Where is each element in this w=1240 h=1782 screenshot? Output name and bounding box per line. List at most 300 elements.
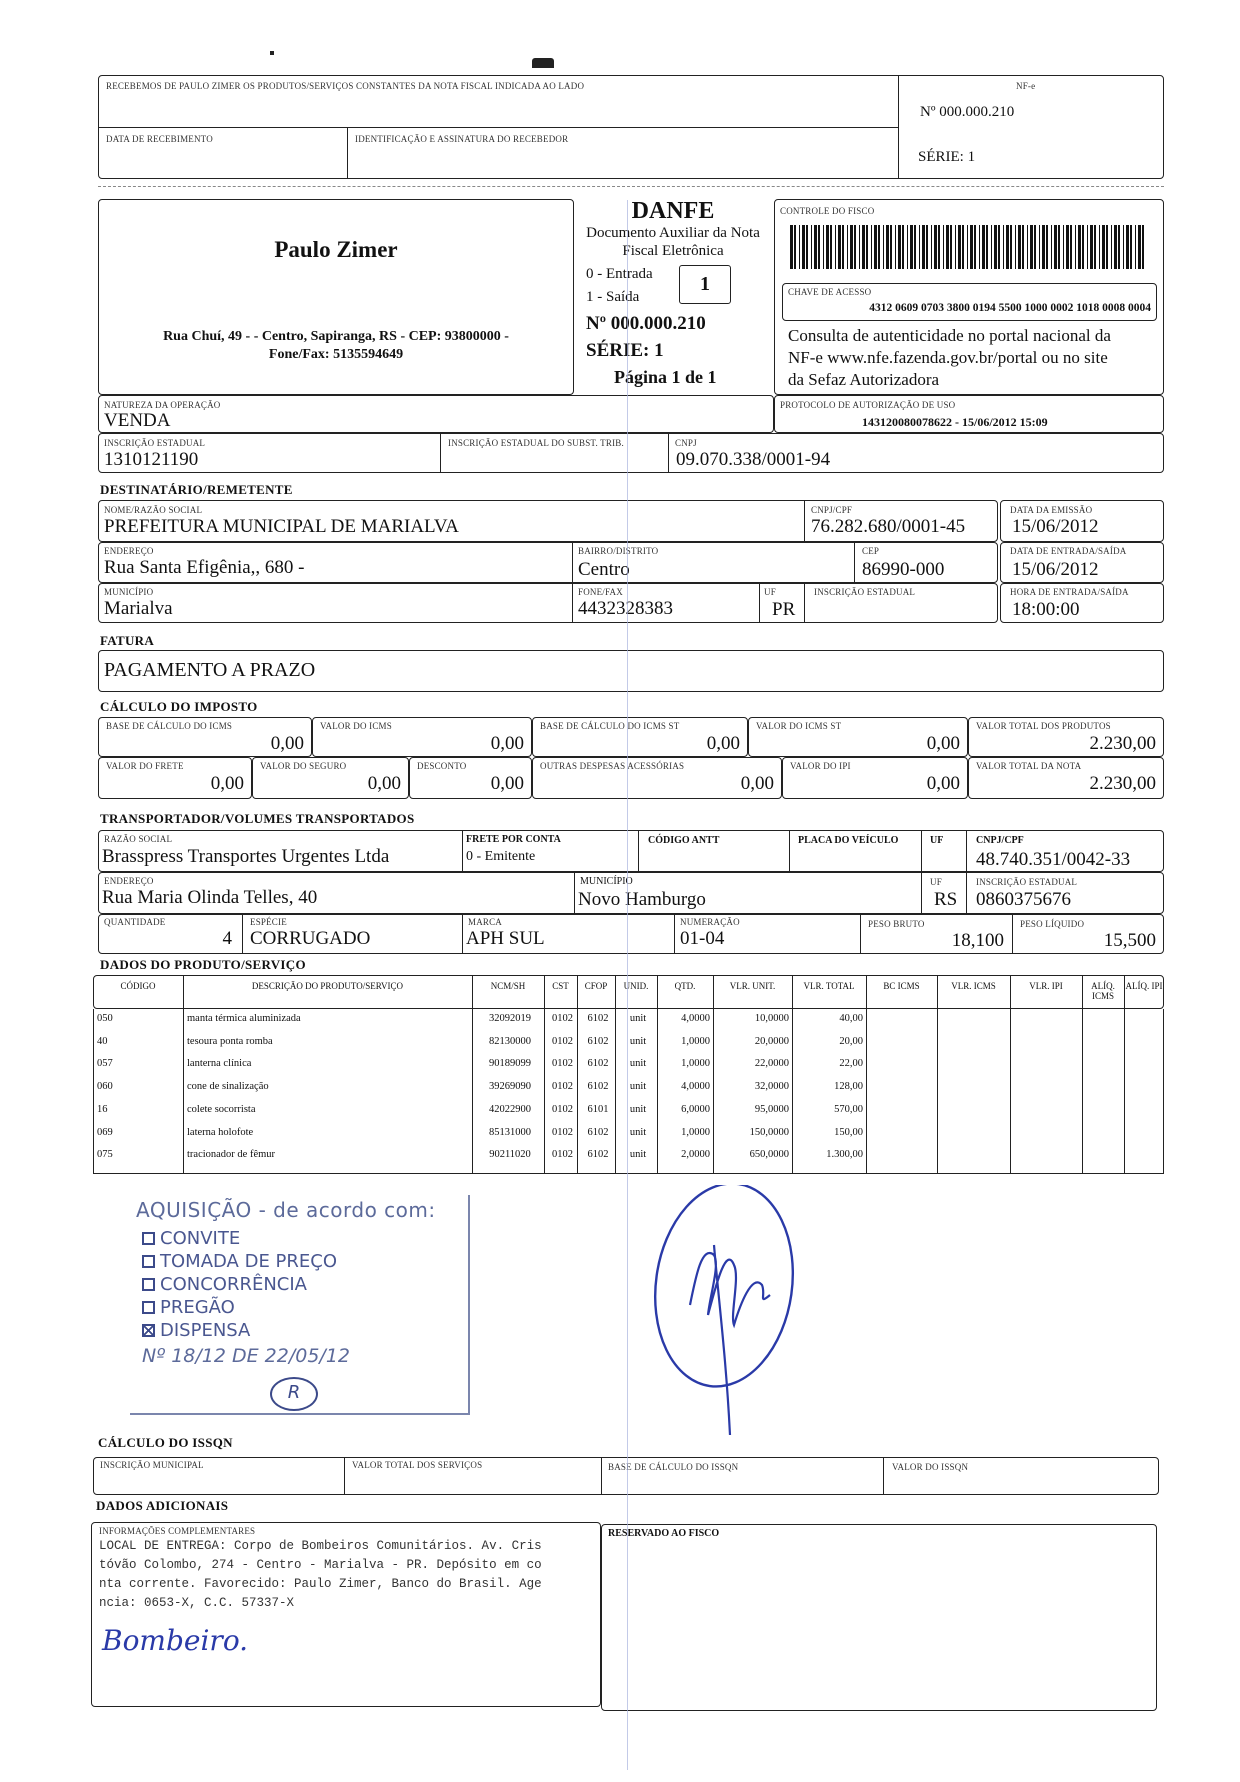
barcode-bar bbox=[826, 225, 829, 269]
barcode-bar bbox=[967, 225, 968, 269]
products-cell: 40,00 bbox=[839, 1013, 863, 1024]
barcode-bar bbox=[994, 225, 997, 269]
access-key-label: CHAVE DE ACESSO bbox=[788, 287, 872, 297]
products-cell: 32,0000 bbox=[754, 1081, 789, 1093]
recipient-name-value: PREFEITURA MUNICIPAL DE MARIALVA bbox=[104, 516, 459, 537]
products-cell: 6102 bbox=[587, 1149, 609, 1161]
barcode-bar bbox=[1070, 225, 1072, 269]
tax-label: VALOR DO ICMS bbox=[320, 721, 392, 731]
products-header-cell: CFOP bbox=[584, 981, 608, 991]
barcode-bar bbox=[958, 225, 961, 269]
products-cell: 4,0000 bbox=[681, 1013, 710, 1024]
barcode-bar bbox=[922, 225, 925, 269]
stamp-option-label: CONVITE bbox=[160, 1228, 241, 1249]
emission-label: DATA DA EMISSÃO bbox=[1010, 505, 1093, 515]
products-cell: 6102 bbox=[587, 1013, 609, 1024]
barcode-bar bbox=[1142, 225, 1144, 269]
invoice-section-title: FATURA bbox=[100, 633, 155, 648]
products-cell: 0102 bbox=[552, 1103, 573, 1115]
ie-st-label: INSCRIÇÃO ESTADUAL DO SUBST. TRIB. bbox=[448, 438, 624, 448]
barcode-bar bbox=[811, 225, 812, 269]
transport-ie-label: INSCRIÇÃO ESTADUAL bbox=[976, 877, 1078, 887]
products-cell: tesoura ponta romba bbox=[187, 1035, 273, 1047]
tax-value: 0,00 bbox=[926, 733, 960, 754]
barcode-bar bbox=[1090, 225, 1093, 269]
barcode-bar bbox=[982, 225, 985, 269]
issqn-municipal-label: INSCRIÇÃO MUNICIPAL bbox=[100, 1460, 204, 1470]
barcode-bar bbox=[878, 225, 880, 269]
products-cell: unit bbox=[629, 1103, 647, 1115]
tax-label: OUTRAS DESPESAS ACESSÓRIAS bbox=[540, 761, 685, 771]
barcode-bar bbox=[1075, 225, 1076, 269]
reserved-label: RESERVADO AO FISCO bbox=[608, 1528, 720, 1539]
stamp-checkbox bbox=[142, 1278, 155, 1291]
barcode-bar bbox=[1042, 225, 1045, 269]
ie-label: INSCRIÇÃO ESTADUAL bbox=[104, 438, 206, 448]
products-cell: 0102 bbox=[552, 1013, 573, 1024]
stamp-option-label: TOMADA DE PREÇO bbox=[160, 1251, 338, 1272]
products-cell: 22,0000 bbox=[754, 1058, 789, 1070]
tax-value: 2.230,00 bbox=[1089, 773, 1156, 794]
barcode-bar bbox=[931, 225, 932, 269]
products-col-divider bbox=[577, 975, 578, 1174]
scan-artifact-line bbox=[627, 200, 628, 1770]
products-cell: 90189099 bbox=[489, 1058, 531, 1070]
products-cell: 0102 bbox=[552, 1058, 573, 1070]
products-cell: 20,0000 bbox=[754, 1035, 789, 1047]
receipt-received-text: RECEBEMOS DE PAULO ZIMER OS PRODUTOS/SERVIÇOS CONSTANTES DA NOTA FISCAL INDICADA AO LADO bbox=[106, 81, 585, 91]
barcode-bar bbox=[1003, 225, 1004, 269]
consult-line-1: Consulta de autenticidade no portal nacional da bbox=[788, 326, 1111, 345]
recipient-section-title: DESTINATÁRIO/REMETENTE bbox=[100, 482, 293, 497]
danfe-type-box: 1 bbox=[679, 265, 731, 304]
scan-mark bbox=[532, 58, 554, 68]
products-cell: 32092019 bbox=[489, 1013, 531, 1024]
transport-numbering-value: 01-04 bbox=[680, 928, 725, 949]
stamp-number-line: Nº 18/12 DE 22/05/12 bbox=[142, 1345, 351, 1367]
barcode-bar bbox=[1066, 225, 1069, 269]
products-cell: 1,0000 bbox=[681, 1126, 710, 1138]
tax-value: 0,00 bbox=[740, 773, 774, 794]
tax-value: 0,00 bbox=[706, 733, 740, 754]
transport-ie-value: 0860375676 bbox=[976, 889, 1071, 910]
barcode-bar bbox=[998, 225, 1000, 269]
barcode-bar bbox=[986, 225, 988, 269]
barcode-bar bbox=[790, 225, 793, 269]
nature-label: NATUREZA DA OPERAÇÃO bbox=[104, 400, 221, 410]
issqn-section-title: CÁLCULO DO ISSQN bbox=[98, 1435, 233, 1450]
tax-label: VALOR DO SEGURO bbox=[260, 761, 347, 771]
products-col-divider bbox=[544, 975, 545, 1174]
tax-label: VALOR TOTAL DA NOTA bbox=[976, 761, 1082, 771]
products-cell: 82130000 bbox=[489, 1035, 531, 1047]
products-cell: 6102 bbox=[587, 1081, 609, 1093]
barcode-bar bbox=[1030, 225, 1033, 269]
tax-section-title: CÁLCULO DO IMPOSTO bbox=[100, 699, 258, 714]
products-header-cell: CST bbox=[552, 981, 569, 991]
barcode-bar bbox=[902, 225, 904, 269]
transport-cnpj-value: 48.740.351/0042-33 bbox=[976, 849, 1131, 870]
stamp-checkbox bbox=[142, 1255, 155, 1268]
stamp-option-label: CONCORRÊNCIA bbox=[160, 1274, 307, 1295]
transport-cnpj-label: CNPJ/CPF bbox=[976, 835, 1024, 846]
barcode bbox=[790, 225, 1146, 269]
tax-label: VALOR DO ICMS ST bbox=[756, 721, 842, 731]
products-header-cell: VLR. UNIT. bbox=[729, 981, 776, 991]
barcode-bar bbox=[926, 225, 928, 269]
products-col-divider bbox=[1082, 975, 1083, 1174]
products-cell: 42022900 bbox=[489, 1103, 531, 1115]
products-cell: 2,0000 bbox=[681, 1149, 710, 1161]
transport-city-value: Novo Hamburgo bbox=[578, 889, 706, 910]
barcode-bar bbox=[970, 225, 973, 269]
barcode-bar bbox=[1034, 225, 1036, 269]
fisco-control-label: CONTROLE DO FISCO bbox=[780, 206, 875, 216]
barcode-bar bbox=[1063, 225, 1064, 269]
recipient-cnpj-label: CNPJ/CPF bbox=[811, 505, 853, 515]
recipient-city-value: Marialva bbox=[104, 598, 173, 619]
receipt-series: SÉRIE: 1 bbox=[918, 149, 976, 165]
products-col-divider bbox=[1010, 975, 1011, 1174]
products-header-cell: CÓDIGO bbox=[120, 981, 156, 991]
barcode-bar bbox=[1130, 225, 1132, 269]
transport-uf2-value: RS bbox=[934, 889, 958, 910]
products-cell: unit bbox=[629, 1058, 647, 1070]
transport-address-label: ENDEREÇO bbox=[104, 876, 154, 886]
danfe-page: Página 1 de 1 bbox=[614, 367, 717, 387]
barcode-bar bbox=[979, 225, 980, 269]
transport-species-value: CORRUGADO bbox=[250, 928, 371, 949]
recipient-uf-label: UF bbox=[764, 587, 776, 597]
access-key-value: 4312 0609 0703 3800 0194 5500 1000 0002 1018 0008 0004 bbox=[869, 302, 1151, 314]
products-cell: 060 bbox=[97, 1081, 113, 1093]
barcode-bar bbox=[814, 225, 817, 269]
receipt-signature-label: IDENTIFICAÇÃO E ASSINATURA DO RECEBEDOR bbox=[355, 134, 569, 144]
entry-time-label: HORA DE ENTRADA/SAÍDA bbox=[1010, 587, 1129, 597]
products-cell: 0102 bbox=[552, 1149, 573, 1161]
products-header-cell: ALÍQ. IPI bbox=[1125, 981, 1163, 991]
barcode-bar bbox=[859, 225, 860, 269]
tax-value: 0,00 bbox=[270, 733, 304, 754]
products-cell: 90211020 bbox=[489, 1149, 531, 1161]
products-col-divider bbox=[866, 975, 867, 1174]
stamp-option-label: DISPENSA bbox=[160, 1320, 251, 1341]
products-cell: lanterna clínica bbox=[187, 1058, 252, 1070]
stamp-checkbox bbox=[142, 1232, 155, 1245]
receipt-number: Nº 000.000.210 bbox=[920, 104, 1015, 120]
danfe-subtitle-1: Documento Auxiliar da Nota bbox=[586, 225, 760, 241]
protocol-label: PROTOCOLO DE AUTORIZAÇÃO DE USO bbox=[780, 400, 956, 410]
danfe-title: DANFE bbox=[631, 198, 715, 224]
reserved-box bbox=[601, 1524, 1157, 1711]
additional-section-title: DADOS ADICIONAIS bbox=[96, 1498, 229, 1513]
tax-label: DESCONTO bbox=[417, 761, 467, 771]
products-cell: 075 bbox=[97, 1149, 113, 1161]
barcode-bar bbox=[991, 225, 992, 269]
stamp-checkbox bbox=[142, 1324, 155, 1337]
entry-date-value: 15/06/2012 bbox=[1012, 559, 1099, 580]
stamp-title: AQUISIÇÃO - de acordo com: bbox=[136, 1198, 436, 1222]
barcode-bar bbox=[895, 225, 896, 269]
barcode-bar bbox=[874, 225, 877, 269]
tax-value: 0,00 bbox=[926, 773, 960, 794]
products-cell: 650,0000 bbox=[749, 1149, 789, 1161]
barcode-bar bbox=[898, 225, 901, 269]
danfe-subtitle-2: Fiscal Eletrônica bbox=[622, 243, 724, 259]
products-cell: cone de sinalização bbox=[187, 1081, 269, 1093]
transport-qty-label: QUANTIDADE bbox=[104, 917, 166, 927]
barcode-bar bbox=[890, 225, 892, 269]
transport-uf2-label: UF bbox=[930, 877, 942, 887]
barcode-bar bbox=[806, 225, 808, 269]
products-cell: manta térmica aluminizada bbox=[187, 1013, 301, 1024]
recipient-district-label: BAIRRO/DISTRITO bbox=[578, 546, 659, 556]
recipient-address-label: ENDEREÇO bbox=[104, 546, 154, 556]
barcode-bar bbox=[842, 225, 844, 269]
products-cell: 1,0000 bbox=[681, 1058, 710, 1070]
recipient-district-value: Centro bbox=[578, 559, 630, 580]
tax-value: 2.230,00 bbox=[1089, 733, 1156, 754]
barcode-bar bbox=[1114, 225, 1117, 269]
info-line: ncia: 0653-X, C.C. 57337-X bbox=[99, 1596, 295, 1610]
ie-row bbox=[98, 433, 1164, 473]
issuer-name: Paulo Zimer bbox=[274, 237, 398, 262]
products-col-divider bbox=[792, 975, 793, 1174]
transport-net-value: 15,500 bbox=[1103, 930, 1156, 951]
barcode-bar bbox=[1010, 225, 1012, 269]
products-cell: 0102 bbox=[552, 1126, 573, 1138]
barcode-bar bbox=[950, 225, 952, 269]
transport-name-value: Brasspress Transportes Urgentes Ltda bbox=[102, 846, 390, 867]
transport-address-value: Rua Maria Olinda Telles, 40 bbox=[102, 887, 318, 908]
issuer-box bbox=[98, 199, 574, 395]
transport-freight-value: 0 - Emitente bbox=[466, 849, 536, 864]
products-cell: unit bbox=[629, 1013, 647, 1024]
products-cell: 6101 bbox=[587, 1103, 609, 1115]
products-header-cell: VLR. ICMS bbox=[951, 981, 996, 991]
products-col-divider bbox=[937, 975, 938, 1174]
barcode-bar bbox=[1087, 225, 1088, 269]
products-header-cell: ALÍQ. ICMS bbox=[1091, 981, 1115, 1001]
receipt-nfe-label: NF-e bbox=[1016, 81, 1036, 91]
barcode-bar bbox=[835, 225, 836, 269]
barcode-bar bbox=[818, 225, 820, 269]
info-line: tóvão Colombo, 274 - Centro - Marialva - PR. Depósito em co bbox=[99, 1558, 542, 1572]
consult-line-3: da Sefaz Autorizadora bbox=[788, 370, 940, 389]
barcode-bar bbox=[883, 225, 884, 269]
products-cell: 39269090 bbox=[489, 1081, 531, 1093]
barcode-bar bbox=[847, 225, 848, 269]
recipient-cep-value: 86990-000 bbox=[862, 559, 945, 580]
entry-time-value: 18:00:00 bbox=[1012, 599, 1080, 620]
additional-info-label: INFORMAÇÕES COMPLEMENTARES bbox=[99, 1526, 256, 1536]
info-line: LOCAL DE ENTREGA: Corpo de Bombeiros Comunitários. Av. Cris bbox=[99, 1539, 542, 1553]
nature-value: VENDA bbox=[104, 410, 171, 431]
transport-plate-label: PLACA DO VEÍCULO bbox=[798, 835, 899, 846]
barcode-bar bbox=[886, 225, 889, 269]
tax-value: 0,00 bbox=[367, 773, 401, 794]
barcode-bar bbox=[946, 225, 949, 269]
tax-label: BASE DE CÁLCULO DO ICMS ST bbox=[540, 721, 680, 731]
barcode-bar bbox=[1094, 225, 1096, 269]
products-cell: 6102 bbox=[587, 1126, 609, 1138]
recipient-name-label: NOME/RAZÃO SOCIAL bbox=[104, 505, 203, 515]
transport-brand-value: APH SUL bbox=[466, 928, 545, 949]
products-cell: unit bbox=[629, 1081, 647, 1093]
barcode-bar bbox=[1058, 225, 1060, 269]
barcode-bar bbox=[871, 225, 872, 269]
products-cell: 0102 bbox=[552, 1035, 573, 1047]
barcode-bar bbox=[938, 225, 940, 269]
transport-species-label: ESPÉCIE bbox=[250, 917, 287, 927]
barcode-bar bbox=[1135, 225, 1136, 269]
consult-line-2: NF-e www.nfe.fazenda.gov.br/portal ou no site bbox=[788, 348, 1108, 367]
protocol-value: 143120080078622 - 15/06/2012 15:09 bbox=[862, 415, 1048, 429]
invoice-value: PAGAMENTO A PRAZO bbox=[104, 659, 316, 681]
barcode-bar bbox=[862, 225, 865, 269]
recipient-ie-label: INSCRIÇÃO ESTADUAL bbox=[814, 587, 916, 597]
recipient-address-value: Rua Santa Efigênia,, 680 - bbox=[104, 557, 305, 578]
products-col-divider bbox=[472, 975, 473, 1174]
emission-value: 15/06/2012 bbox=[1012, 516, 1099, 537]
recipient-uf-value: PR bbox=[772, 599, 796, 620]
products-cell: unit bbox=[629, 1035, 647, 1047]
cnpj-label: CNPJ bbox=[675, 438, 697, 448]
products-cell: 40 bbox=[97, 1035, 108, 1047]
recipient-city-label: MUNICÍPIO bbox=[104, 587, 154, 597]
danfe-number: Nº 000.000.210 bbox=[586, 313, 706, 334]
ie-value: 1310121190 bbox=[104, 449, 199, 470]
barcode-bar bbox=[1022, 225, 1024, 269]
barcode-bar bbox=[1138, 225, 1141, 269]
barcode-bar bbox=[850, 225, 853, 269]
barcode-bar bbox=[794, 225, 796, 269]
products-cell: 150,00 bbox=[834, 1126, 863, 1138]
danfe-saida: 1 - Saída bbox=[586, 289, 640, 305]
products-header-cell: VLR. TOTAL bbox=[803, 981, 855, 991]
transport-city-label: MUNICÍPIO bbox=[580, 876, 633, 887]
products-cell: 0102 bbox=[552, 1081, 573, 1093]
products-section-title: DADOS DO PRODUTO/SERVIÇO bbox=[100, 957, 306, 972]
danfe-series: SÉRIE: 1 bbox=[586, 340, 664, 361]
barcode-bar bbox=[1039, 225, 1040, 269]
barcode-bar bbox=[1126, 225, 1129, 269]
products-cell: 128,00 bbox=[834, 1081, 863, 1093]
barcode-bar bbox=[1054, 225, 1057, 269]
barcode-bar bbox=[866, 225, 868, 269]
info-line: nta corrente. Favorecido: Paulo Zimer, Banco do Brasil. Age bbox=[99, 1577, 542, 1591]
products-cell: 6,0000 bbox=[681, 1103, 710, 1115]
products-header-cell: QTD. bbox=[674, 981, 696, 991]
scan-mark bbox=[270, 51, 274, 55]
barcode-bar bbox=[1015, 225, 1016, 269]
products-cell: laterna holofote bbox=[187, 1126, 254, 1138]
transport-brand-label: MARCA bbox=[468, 917, 503, 927]
products-cell: tracionador de fêmur bbox=[187, 1149, 276, 1161]
cut-line bbox=[98, 186, 1164, 187]
barcode-bar bbox=[934, 225, 937, 269]
tax-value: 0,00 bbox=[490, 733, 524, 754]
tax-label: VALOR DO FRETE bbox=[106, 761, 184, 771]
barcode-bar bbox=[1106, 225, 1108, 269]
products-cell: 150,0000 bbox=[749, 1126, 789, 1138]
transport-freight-label: FRETE POR CONTA bbox=[466, 834, 561, 845]
tax-value: 0,00 bbox=[210, 773, 244, 794]
barcode-bar bbox=[823, 225, 824, 269]
transport-section-title: TRANSPORTADOR/VOLUMES TRANSPORTADOS bbox=[100, 811, 415, 826]
transport-gross-label: PESO BRUTO bbox=[868, 919, 925, 929]
products-cell: unit bbox=[629, 1126, 647, 1138]
transport-name-label: RAZÃO SOCIAL bbox=[104, 834, 173, 844]
transport-uf-label: UF bbox=[930, 835, 944, 846]
barcode-bar bbox=[955, 225, 956, 269]
barcode-bar bbox=[910, 225, 913, 269]
products-cell: 10,0000 bbox=[754, 1013, 789, 1024]
barcode-bar bbox=[1099, 225, 1100, 269]
products-header-cell: NCM/SH bbox=[490, 981, 526, 991]
transport-qty-value: 4 bbox=[222, 928, 232, 949]
recipient-cnpj-value: 76.282.680/0001-45 bbox=[811, 516, 966, 537]
barcode-bar bbox=[802, 225, 805, 269]
danfe-entrada: 0 - Entrada bbox=[586, 266, 653, 282]
products-col-divider bbox=[713, 1009, 714, 1174]
barcode-bar bbox=[943, 225, 944, 269]
issqn-services-label: VALOR TOTAL DOS SERVIÇOS bbox=[352, 1460, 483, 1470]
products-cell: 95,0000 bbox=[754, 1103, 789, 1115]
products-cell: colete socorrista bbox=[187, 1103, 256, 1115]
barcode-bar bbox=[1111, 225, 1112, 269]
barcode-bar bbox=[1082, 225, 1084, 269]
products-col-divider bbox=[657, 975, 658, 1174]
issuer-phone: Fone/Fax: 5135594649 bbox=[268, 347, 404, 362]
issuer-address: Rua Chuí, 49 - - Centro, Sapiranga, RS - CEP: 93800000 - bbox=[163, 329, 509, 344]
products-cell: 22,00 bbox=[839, 1058, 863, 1070]
barcode-bar bbox=[1006, 225, 1009, 269]
products-cell: 057 bbox=[97, 1058, 113, 1070]
products-header-cell: DESCRIÇÃO DO PRODUTO/SERVIÇO bbox=[251, 981, 404, 991]
recipient-phone-value: 4432328383 bbox=[578, 598, 673, 619]
barcode-bar bbox=[1027, 225, 1028, 269]
barcode-bar bbox=[1123, 225, 1124, 269]
barcode-bar bbox=[1046, 225, 1048, 269]
entry-date-label: DATA DE ENTRADA/SAÍDA bbox=[1010, 546, 1127, 556]
signature bbox=[630, 1185, 810, 1445]
products-col-divider bbox=[615, 975, 616, 1174]
products-header-cell: BC ICMS bbox=[883, 981, 920, 991]
barcode-bar bbox=[830, 225, 832, 269]
transport-gross-value: 18,100 bbox=[951, 930, 1004, 951]
barcode-bar bbox=[914, 225, 916, 269]
tax-label: VALOR TOTAL DOS PRODUTOS bbox=[976, 721, 1111, 731]
barcode-bar bbox=[1118, 225, 1120, 269]
stamp-checkbox bbox=[142, 1301, 155, 1314]
issqn-base-label: BASE DE CÁLCULO DO ISSQN bbox=[608, 1462, 739, 1472]
products-cell: 570,00 bbox=[834, 1103, 863, 1115]
receipt-date-label: DATA DE RECEBIMENTO bbox=[106, 134, 213, 144]
cnpj-value: 09.070.338/0001-94 bbox=[676, 449, 831, 470]
barcode-bar bbox=[1102, 225, 1105, 269]
products-cell: 4,0000 bbox=[681, 1081, 710, 1093]
products-cell: 16 bbox=[97, 1103, 108, 1115]
products-cell: 85131000 bbox=[489, 1126, 531, 1138]
transport-net-label: PESO LÍQUIDO bbox=[1020, 919, 1085, 929]
barcode-bar bbox=[799, 225, 800, 269]
products-col-divider bbox=[1124, 975, 1125, 1174]
recipient-phone-label: FONE/FAX bbox=[578, 587, 623, 597]
stamp-option-label: PREGÃO bbox=[160, 1297, 235, 1318]
handwritten-note: Bombeiro. bbox=[102, 1624, 249, 1657]
stamp-initials: R bbox=[270, 1377, 318, 1411]
